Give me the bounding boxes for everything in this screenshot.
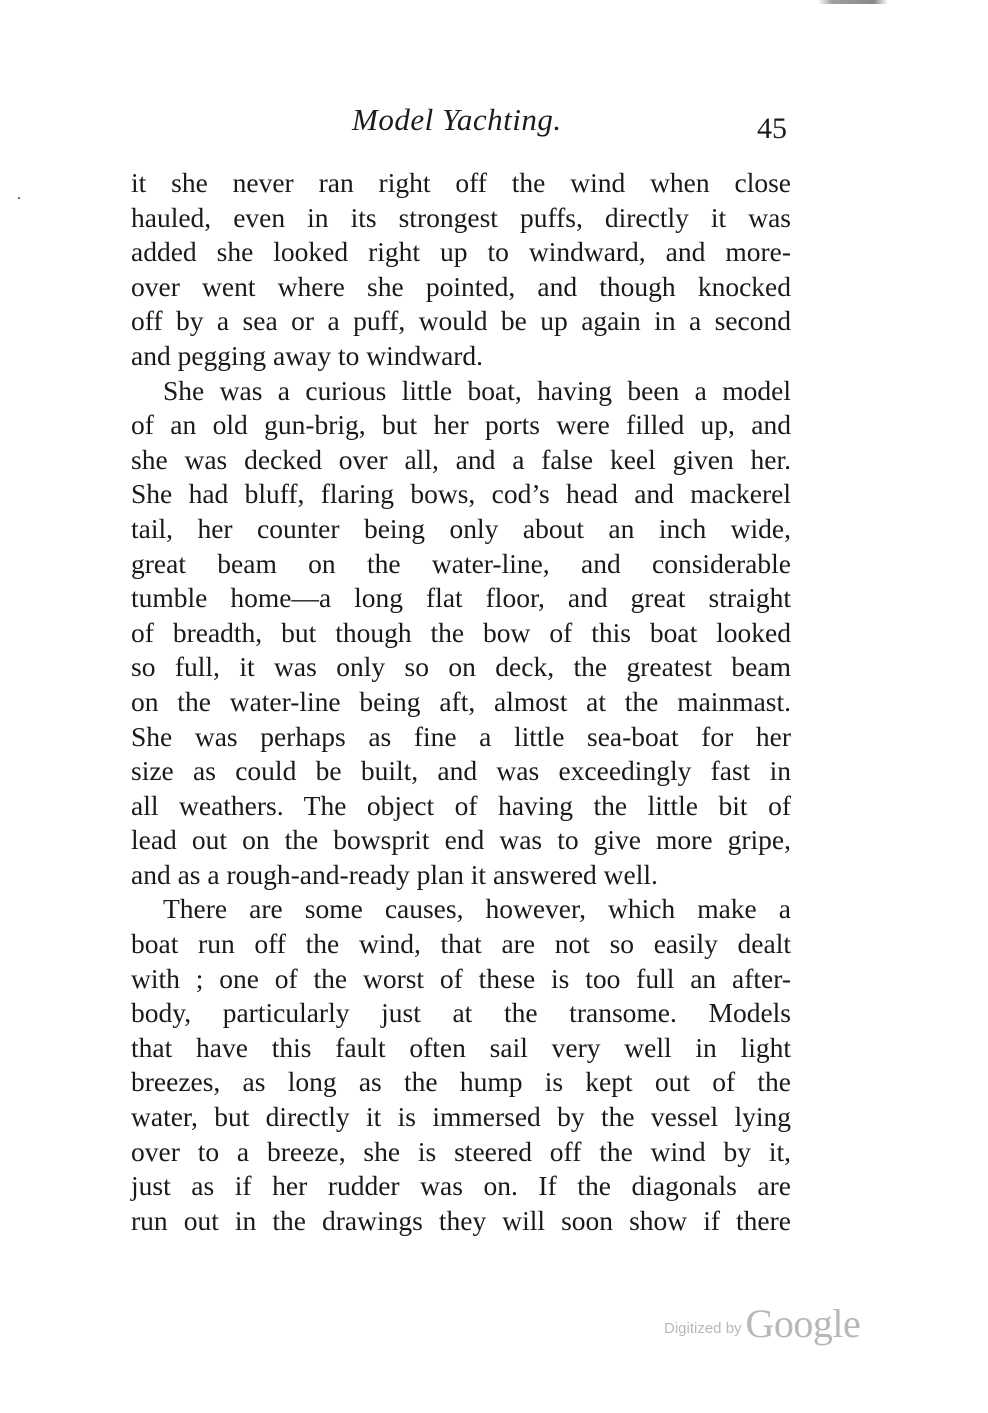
text-line: with ; one of the worst of these is too full an after-	[131, 962, 791, 994]
text-line: size as could be built, and was exceedingly fast in	[131, 755, 791, 787]
paragraph-1	[131, 166, 791, 374]
text-line: great beam on the water-line, and considerable	[131, 547, 791, 579]
text-line: water, but directly it is immersed by the vessel lying	[131, 1101, 791, 1133]
text-line: of an old gun-brig, but her ports were filled up, and	[131, 409, 791, 441]
text-line: tail, her counter being only about an inch wide,	[131, 512, 791, 544]
text-line: and pegging away to windward.	[131, 339, 484, 371]
scan-artifact	[818, 0, 888, 4]
paragraph-2	[131, 374, 791, 893]
text-line: so full, it was only so on deck, the greatest beam	[131, 651, 791, 683]
text-line: added she looked right up to windward, and more-	[131, 236, 791, 268]
watermark-prefix: Digitized by	[664, 1320, 742, 1337]
text-line: over went where she pointed, and though knocked	[131, 270, 791, 302]
text-line: and as a rough-and-ready plan it answered well.	[131, 858, 658, 890]
text-line: run out in the drawings they will soon show if there	[131, 1204, 791, 1236]
text-line: it she never ran right off the wind when close	[131, 167, 791, 198]
digitized-by-google-watermark	[664, 1300, 860, 1347]
text-line: There are some causes, however, which make a	[163, 893, 791, 925]
text-line: all weathers. The object of having the little bit of	[131, 789, 791, 821]
text-line: over to a breeze, she is steered off the wind by it,	[131, 1135, 791, 1167]
text-line: She had bluff, flaring bows, cod’s head and mackerel	[131, 478, 791, 510]
text-line: She was perhaps as fine a little sea-boat for her	[131, 720, 791, 752]
text-line: lead out on the bowsprit end was to give more gripe,	[131, 824, 791, 856]
running-title: Model Yachting.	[352, 102, 562, 137]
text-line: on the water-line being aft, almost at the mainmast.	[131, 685, 791, 717]
text-line: breezes, as long as the hump is kept out of the	[131, 1066, 791, 1098]
text-line: she was decked over all, and a false keel given her.	[131, 443, 791, 475]
text-line: hauled, even in its strongest puffs, directly it was	[131, 201, 791, 233]
text-line: body, particularly just at the transome. Models	[131, 997, 791, 1029]
body-text	[131, 166, 791, 1238]
text-line: tumble home—a long flat floor, and great straight	[131, 582, 791, 614]
google-logo: Google	[745, 1301, 861, 1346]
paragraph-3	[131, 892, 791, 1238]
text-line: just as if her rudder was on. If the diagonals are	[131, 1170, 791, 1202]
page-number: 45	[757, 112, 787, 145]
text-line: boat run off the wind, that are not so easily dealt	[131, 928, 791, 960]
text-line: She was a curious little boat, having been a model	[163, 374, 791, 406]
text-line: of breadth, but though the bow of this boat looked	[131, 616, 791, 648]
scan-speck	[18, 197, 20, 199]
text-line: off by a sea or a puff, would be up again in a second	[131, 305, 791, 337]
text-line: that have this fault often sail very well in light	[131, 1031, 791, 1063]
